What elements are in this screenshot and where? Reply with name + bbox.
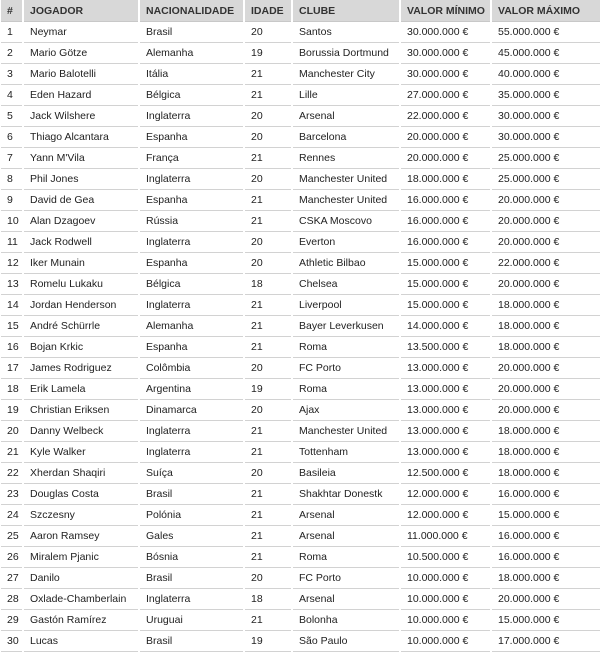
cell-age: 19 bbox=[245, 43, 291, 64]
table-row bbox=[1, 169, 600, 190]
cell-max-value: 20.000.000 € bbox=[492, 211, 600, 232]
table-row bbox=[1, 568, 600, 589]
cell-club: Borussia Dortmund bbox=[293, 43, 399, 64]
cell-max-value: 15.000.000 € bbox=[492, 505, 600, 526]
cell-nationality: Brasil bbox=[140, 568, 243, 589]
cell-age: 21 bbox=[245, 211, 291, 232]
cell-club: Liverpool bbox=[293, 295, 399, 316]
cell-player: Jack Rodwell bbox=[24, 232, 138, 253]
cell-rank: 3 bbox=[1, 64, 22, 85]
cell-min-value: 12.500.000 € bbox=[401, 463, 490, 484]
cell-max-value: 30.000.000 € bbox=[492, 127, 600, 148]
cell-player: Gastón Ramírez bbox=[24, 610, 138, 631]
cell-max-value: 18.000.000 € bbox=[492, 337, 600, 358]
cell-min-value: 22.000.000 € bbox=[401, 106, 490, 127]
cell-max-value: 16.000.000 € bbox=[492, 547, 600, 568]
cell-club: Barcelona bbox=[293, 127, 399, 148]
cell-max-value: 18.000.000 € bbox=[492, 442, 600, 463]
cell-club: Roma bbox=[293, 547, 399, 568]
table-row bbox=[1, 211, 600, 232]
cell-max-value: 30.000.000 € bbox=[492, 106, 600, 127]
table-row bbox=[1, 610, 600, 631]
cell-age: 19 bbox=[245, 379, 291, 400]
cell-age: 21 bbox=[245, 421, 291, 442]
cell-nationality: Bósnia bbox=[140, 547, 243, 568]
cell-club: Arsenal bbox=[293, 505, 399, 526]
header-min-value: VALOR MÍNIMO bbox=[401, 0, 490, 22]
cell-club: Everton bbox=[293, 232, 399, 253]
cell-max-value: 20.000.000 € bbox=[492, 358, 600, 379]
cell-age: 20 bbox=[245, 253, 291, 274]
cell-max-value: 45.000.000 € bbox=[492, 43, 600, 64]
cell-nationality: Inglaterra bbox=[140, 589, 243, 610]
cell-player: Mario Balotelli bbox=[24, 64, 138, 85]
header-player: JOGADOR bbox=[24, 0, 138, 22]
cell-age: 18 bbox=[245, 589, 291, 610]
cell-player: Christian Eriksen bbox=[24, 400, 138, 421]
table-row bbox=[1, 316, 600, 337]
cell-rank: 7 bbox=[1, 148, 22, 169]
cell-min-value: 10.000.000 € bbox=[401, 631, 490, 652]
cell-rank: 9 bbox=[1, 190, 22, 211]
cell-nationality: Bélgica bbox=[140, 274, 243, 295]
cell-min-value: 18.000.000 € bbox=[401, 169, 490, 190]
cell-age: 21 bbox=[245, 442, 291, 463]
cell-player: Romelu Lukaku bbox=[24, 274, 138, 295]
cell-club: Manchester United bbox=[293, 421, 399, 442]
cell-min-value: 12.000.000 € bbox=[401, 505, 490, 526]
cell-min-value: 10.000.000 € bbox=[401, 568, 490, 589]
cell-age: 20 bbox=[245, 232, 291, 253]
cell-rank: 14 bbox=[1, 295, 22, 316]
cell-rank: 29 bbox=[1, 610, 22, 631]
cell-max-value: 20.000.000 € bbox=[492, 274, 600, 295]
table-row bbox=[1, 253, 600, 274]
cell-player: Xherdan Shaqiri bbox=[24, 463, 138, 484]
cell-club: Santos bbox=[293, 22, 399, 43]
cell-min-value: 30.000.000 € bbox=[401, 43, 490, 64]
cell-age: 21 bbox=[245, 484, 291, 505]
cell-max-value: 16.000.000 € bbox=[492, 484, 600, 505]
cell-club: FC Porto bbox=[293, 358, 399, 379]
cell-min-value: 10.500.000 € bbox=[401, 547, 490, 568]
cell-player: Bojan Krkic bbox=[24, 337, 138, 358]
cell-nationality: Alemanha bbox=[140, 43, 243, 64]
cell-club: Manchester United bbox=[293, 169, 399, 190]
cell-rank: 26 bbox=[1, 547, 22, 568]
cell-min-value: 20.000.000 € bbox=[401, 127, 490, 148]
cell-min-value: 13.000.000 € bbox=[401, 400, 490, 421]
cell-nationality: Dinamarca bbox=[140, 400, 243, 421]
table-row bbox=[1, 190, 600, 211]
cell-age: 19 bbox=[245, 631, 291, 652]
cell-player: Yann M'Vila bbox=[24, 148, 138, 169]
cell-club: Chelsea bbox=[293, 274, 399, 295]
cell-nationality: Bélgica bbox=[140, 85, 243, 106]
cell-nationality: Alemanha bbox=[140, 316, 243, 337]
table-row bbox=[1, 43, 600, 64]
cell-age: 21 bbox=[245, 337, 291, 358]
cell-club: Arsenal bbox=[293, 106, 399, 127]
cell-player: Oxlade-Chamberlain bbox=[24, 589, 138, 610]
cell-nationality: Argentina bbox=[140, 379, 243, 400]
cell-min-value: 16.000.000 € bbox=[401, 232, 490, 253]
table-row bbox=[1, 400, 600, 421]
table-body bbox=[1, 22, 600, 652]
header-nationality: NACIONALIDADE bbox=[140, 0, 243, 22]
cell-rank: 11 bbox=[1, 232, 22, 253]
cell-club: Manchester United bbox=[293, 190, 399, 211]
cell-min-value: 16.000.000 € bbox=[401, 190, 490, 211]
cell-max-value: 25.000.000 € bbox=[492, 148, 600, 169]
cell-min-value: 20.000.000 € bbox=[401, 148, 490, 169]
cell-min-value: 11.000.000 € bbox=[401, 526, 490, 547]
cell-age: 21 bbox=[245, 148, 291, 169]
cell-club: Arsenal bbox=[293, 589, 399, 610]
cell-age: 21 bbox=[245, 547, 291, 568]
cell-rank: 2 bbox=[1, 43, 22, 64]
cell-player: Miralem Pjanic bbox=[24, 547, 138, 568]
cell-max-value: 17.000.000 € bbox=[492, 631, 600, 652]
table-header bbox=[1, 0, 600, 22]
cell-nationality: Brasil bbox=[140, 484, 243, 505]
cell-max-value: 18.000.000 € bbox=[492, 316, 600, 337]
cell-nationality: Polónia bbox=[140, 505, 243, 526]
cell-nationality: Inglaterra bbox=[140, 232, 243, 253]
cell-player: Kyle Walker bbox=[24, 442, 138, 463]
cell-max-value: 20.000.000 € bbox=[492, 190, 600, 211]
cell-rank: 21 bbox=[1, 442, 22, 463]
table-row bbox=[1, 631, 600, 652]
cell-nationality: Inglaterra bbox=[140, 106, 243, 127]
cell-max-value: 20.000.000 € bbox=[492, 400, 600, 421]
cell-age: 21 bbox=[245, 190, 291, 211]
cell-max-value: 55.000.000 € bbox=[492, 22, 600, 43]
cell-min-value: 30.000.000 € bbox=[401, 22, 490, 43]
table-row bbox=[1, 337, 600, 358]
cell-min-value: 13.000.000 € bbox=[401, 379, 490, 400]
cell-player: Alan Dzagoev bbox=[24, 211, 138, 232]
cell-min-value: 16.000.000 € bbox=[401, 211, 490, 232]
cell-rank: 19 bbox=[1, 400, 22, 421]
cell-rank: 25 bbox=[1, 526, 22, 547]
cell-max-value: 18.000.000 € bbox=[492, 295, 600, 316]
cell-club: Bolonha bbox=[293, 610, 399, 631]
cell-age: 21 bbox=[245, 295, 291, 316]
table-row bbox=[1, 127, 600, 148]
cell-rank: 20 bbox=[1, 421, 22, 442]
cell-player: Neymar bbox=[24, 22, 138, 43]
table-row bbox=[1, 85, 600, 106]
cell-min-value: 12.000.000 € bbox=[401, 484, 490, 505]
header-rank: # bbox=[1, 0, 22, 22]
cell-age: 20 bbox=[245, 463, 291, 484]
cell-player: Danny Welbeck bbox=[24, 421, 138, 442]
cell-rank: 16 bbox=[1, 337, 22, 358]
cell-age: 20 bbox=[245, 568, 291, 589]
cell-min-value: 10.000.000 € bbox=[401, 589, 490, 610]
table-row bbox=[1, 295, 600, 316]
cell-club: Rennes bbox=[293, 148, 399, 169]
cell-rank: 30 bbox=[1, 631, 22, 652]
cell-rank: 24 bbox=[1, 505, 22, 526]
cell-max-value: 20.000.000 € bbox=[492, 589, 600, 610]
cell-club: Lille bbox=[293, 85, 399, 106]
cell-club: CSKA Moscovo bbox=[293, 211, 399, 232]
cell-age: 21 bbox=[245, 526, 291, 547]
cell-age: 21 bbox=[245, 505, 291, 526]
cell-rank: 18 bbox=[1, 379, 22, 400]
cell-nationality: Rússia bbox=[140, 211, 243, 232]
cell-max-value: 15.000.000 € bbox=[492, 610, 600, 631]
cell-club: Shakhtar Donestk bbox=[293, 484, 399, 505]
cell-player: Douglas Costa bbox=[24, 484, 138, 505]
cell-club: Roma bbox=[293, 337, 399, 358]
cell-max-value: 25.000.000 € bbox=[492, 169, 600, 190]
cell-max-value: 18.000.000 € bbox=[492, 421, 600, 442]
cell-player: Danilo bbox=[24, 568, 138, 589]
cell-rank: 27 bbox=[1, 568, 22, 589]
cell-age: 20 bbox=[245, 127, 291, 148]
cell-player: André Schürrle bbox=[24, 316, 138, 337]
cell-nationality: Espanha bbox=[140, 127, 243, 148]
table-row bbox=[1, 64, 600, 85]
cell-player: Thiago Alcantara bbox=[24, 127, 138, 148]
header-age: IDADE bbox=[245, 0, 291, 22]
cell-rank: 22 bbox=[1, 463, 22, 484]
cell-nationality: Itália bbox=[140, 64, 243, 85]
cell-player: Mario Götze bbox=[24, 43, 138, 64]
cell-age: 20 bbox=[245, 169, 291, 190]
cell-min-value: 15.000.000 € bbox=[401, 295, 490, 316]
cell-rank: 15 bbox=[1, 316, 22, 337]
table-row bbox=[1, 22, 600, 43]
cell-min-value: 13.000.000 € bbox=[401, 421, 490, 442]
cell-max-value: 16.000.000 € bbox=[492, 526, 600, 547]
header-row bbox=[1, 0, 600, 22]
cell-nationality: Inglaterra bbox=[140, 421, 243, 442]
cell-nationality: Brasil bbox=[140, 22, 243, 43]
cell-player: David de Gea bbox=[24, 190, 138, 211]
cell-club: Tottenham bbox=[293, 442, 399, 463]
cell-club: Bayer Leverkusen bbox=[293, 316, 399, 337]
cell-min-value: 13.000.000 € bbox=[401, 442, 490, 463]
cell-player: Iker Munain bbox=[24, 253, 138, 274]
cell-age: 21 bbox=[245, 316, 291, 337]
cell-rank: 12 bbox=[1, 253, 22, 274]
cell-nationality: Inglaterra bbox=[140, 295, 243, 316]
table-row bbox=[1, 106, 600, 127]
table-row bbox=[1, 274, 600, 295]
table-row bbox=[1, 463, 600, 484]
cell-age: 20 bbox=[245, 400, 291, 421]
cell-club: Arsenal bbox=[293, 526, 399, 547]
table-row bbox=[1, 379, 600, 400]
cell-player: Lucas bbox=[24, 631, 138, 652]
cell-player: Szczesny bbox=[24, 505, 138, 526]
header-club: CLUBE bbox=[293, 0, 399, 22]
table-row bbox=[1, 148, 600, 169]
table-row bbox=[1, 232, 600, 253]
cell-player: Aaron Ramsey bbox=[24, 526, 138, 547]
cell-age: 21 bbox=[245, 610, 291, 631]
cell-min-value: 10.000.000 € bbox=[401, 610, 490, 631]
cell-club: Basileia bbox=[293, 463, 399, 484]
cell-nationality: Espanha bbox=[140, 190, 243, 211]
table-row bbox=[1, 421, 600, 442]
cell-nationality: Espanha bbox=[140, 337, 243, 358]
cell-max-value: 18.000.000 € bbox=[492, 568, 600, 589]
table-row bbox=[1, 589, 600, 610]
cell-rank: 23 bbox=[1, 484, 22, 505]
cell-min-value: 15.000.000 € bbox=[401, 253, 490, 274]
cell-nationality: Espanha bbox=[140, 253, 243, 274]
cell-min-value: 27.000.000 € bbox=[401, 85, 490, 106]
cell-club: São Paulo bbox=[293, 631, 399, 652]
cell-nationality: Inglaterra bbox=[140, 442, 243, 463]
cell-age: 21 bbox=[245, 85, 291, 106]
cell-nationality: Inglaterra bbox=[140, 169, 243, 190]
cell-player: Jack Wilshere bbox=[24, 106, 138, 127]
cell-player: Phil Jones bbox=[24, 169, 138, 190]
cell-player: Eden Hazard bbox=[24, 85, 138, 106]
cell-max-value: 35.000.000 € bbox=[492, 85, 600, 106]
cell-max-value: 20.000.000 € bbox=[492, 232, 600, 253]
table-row bbox=[1, 505, 600, 526]
cell-nationality: Uruguai bbox=[140, 610, 243, 631]
cell-min-value: 15.000.000 € bbox=[401, 274, 490, 295]
cell-nationality: Suíça bbox=[140, 463, 243, 484]
cell-rank: 28 bbox=[1, 589, 22, 610]
cell-max-value: 18.000.000 € bbox=[492, 463, 600, 484]
table-row bbox=[1, 547, 600, 568]
cell-min-value: 14.000.000 € bbox=[401, 316, 490, 337]
cell-age: 18 bbox=[245, 274, 291, 295]
cell-rank: 4 bbox=[1, 85, 22, 106]
cell-age: 20 bbox=[245, 22, 291, 43]
cell-club: Roma bbox=[293, 379, 399, 400]
table-row bbox=[1, 526, 600, 547]
cell-club: Athletic Bilbao bbox=[293, 253, 399, 274]
cell-rank: 5 bbox=[1, 106, 22, 127]
cell-age: 20 bbox=[245, 106, 291, 127]
cell-age: 21 bbox=[245, 64, 291, 85]
table-row bbox=[1, 358, 600, 379]
cell-club: Ajax bbox=[293, 400, 399, 421]
cell-player: Jordan Henderson bbox=[24, 295, 138, 316]
cell-nationality: França bbox=[140, 148, 243, 169]
cell-club: FC Porto bbox=[293, 568, 399, 589]
cell-player: Erik Lamela bbox=[24, 379, 138, 400]
cell-rank: 13 bbox=[1, 274, 22, 295]
cell-min-value: 13.000.000 € bbox=[401, 358, 490, 379]
cell-max-value: 22.000.000 € bbox=[492, 253, 600, 274]
cell-nationality: Gales bbox=[140, 526, 243, 547]
cell-max-value: 20.000.000 € bbox=[492, 379, 600, 400]
cell-nationality: Brasil bbox=[140, 631, 243, 652]
table-row bbox=[1, 442, 600, 463]
table-row bbox=[1, 484, 600, 505]
cell-age: 20 bbox=[245, 358, 291, 379]
cell-nationality: Colômbia bbox=[140, 358, 243, 379]
cell-min-value: 30.000.000 € bbox=[401, 64, 490, 85]
cell-rank: 8 bbox=[1, 169, 22, 190]
cell-rank: 17 bbox=[1, 358, 22, 379]
cell-min-value: 13.500.000 € bbox=[401, 337, 490, 358]
cell-rank: 6 bbox=[1, 127, 22, 148]
cell-rank: 10 bbox=[1, 211, 22, 232]
cell-max-value: 40.000.000 € bbox=[492, 64, 600, 85]
cell-rank: 1 bbox=[1, 22, 22, 43]
header-max-value: VALOR MÁXIMO bbox=[492, 0, 600, 22]
cell-player: James Rodriguez bbox=[24, 358, 138, 379]
cell-club: Manchester City bbox=[293, 64, 399, 85]
